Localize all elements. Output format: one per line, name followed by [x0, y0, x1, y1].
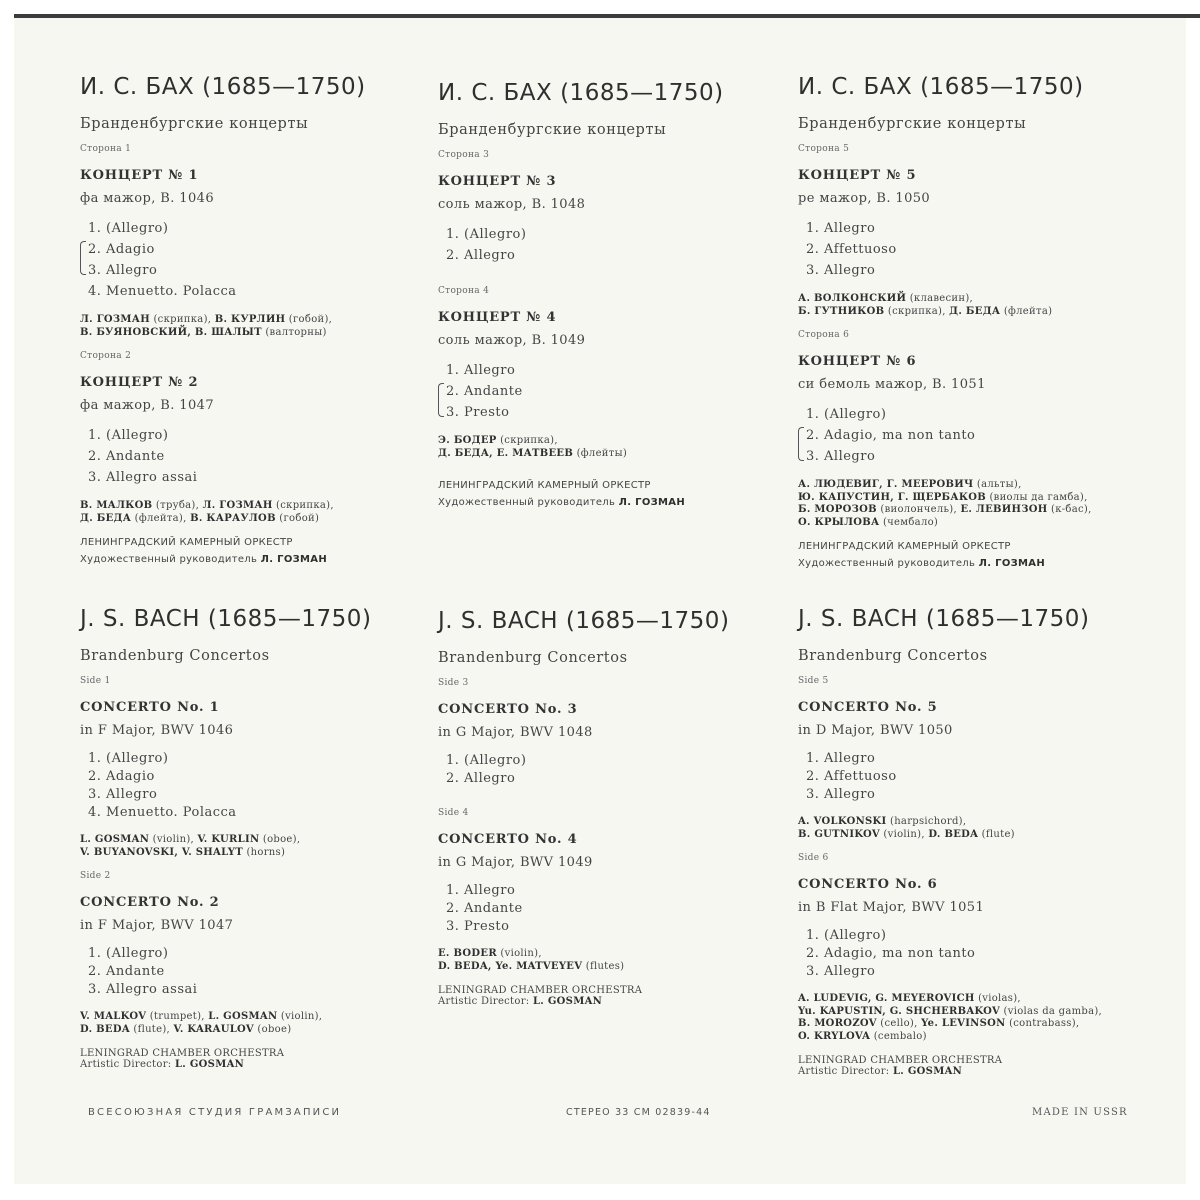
- movement: 1. (Allegro): [806, 407, 887, 422]
- movement: 3. Allegro: [88, 787, 158, 802]
- movement: 2. Allegro: [446, 771, 516, 786]
- performer-role: (флейта): [1000, 305, 1053, 317]
- performer-role: (harpsichord),: [886, 816, 967, 827]
- movement: 3. Allegro: [806, 263, 876, 278]
- orchestra-name: LENINGRAD CHAMBER ORCHESTRA: [438, 985, 643, 996]
- performer-role: (oboe),: [259, 834, 301, 845]
- performers: [80, 1011, 430, 1036]
- concerto-key: in G Major, BWV 1048: [438, 725, 593, 740]
- side-label: Side 6: [798, 853, 829, 863]
- performer-name: Е. ЛЕВИНЗОН: [960, 504, 1048, 515]
- performer-role: (гобой),: [285, 314, 333, 325]
- side-label: Сторона 5: [798, 144, 850, 154]
- performer-role: (contrabass),: [1005, 1018, 1080, 1029]
- director-name: L. GOSMAN: [892, 1066, 963, 1077]
- artistic-director: [798, 558, 1148, 569]
- performer-name: A. VOLKONSKI: [798, 816, 887, 827]
- performer-name: V. BUYANOVSKI, V. SHALYT: [80, 846, 243, 858]
- performer-name: V. KARAULOV: [173, 1023, 254, 1035]
- movement: 1. (Allegro): [88, 428, 169, 443]
- orchestra-name: LENINGRAD CHAMBER ORCHESTRA: [798, 1055, 1003, 1066]
- concerto-key: in F Major, BWV 1046: [80, 723, 234, 738]
- performer-role: (валторны): [261, 326, 327, 338]
- concerto-key: in D Major, BWV 1050: [798, 723, 953, 738]
- movement: 2. Adagio, ma non tanto: [806, 946, 976, 961]
- orchestra-name: ЛЕНИНГРАДСКИЙ КАМЕРНЫЙ ОРКЕСТР: [798, 541, 1011, 552]
- performer-name: Д. БЕДА: [80, 512, 132, 524]
- performers: [798, 293, 1148, 318]
- performers: [438, 435, 788, 460]
- concerto-key: in B Flat Major, BWV 1051: [798, 900, 985, 915]
- side-label: Сторона 1: [80, 144, 132, 154]
- movement: 3. Presto: [446, 919, 510, 934]
- concerto-key: соль мажор, B. 1048: [438, 197, 586, 212]
- movement: 1. Allegro: [806, 751, 876, 766]
- performer-role: (violas),: [974, 993, 1021, 1004]
- concerto-title: КОНЦЕРТ № 5: [798, 168, 917, 183]
- artistic-director: [80, 1059, 430, 1070]
- performer-role: (клавесин),: [906, 293, 974, 304]
- performer-role: (флейты): [573, 447, 628, 459]
- movement: 2. Allegro: [446, 248, 516, 263]
- performer-role: (violin),: [879, 828, 929, 840]
- performer-name: Б. МОРОЗОВ: [798, 504, 877, 515]
- movement: 1. (Allegro): [88, 751, 169, 766]
- concerto-key: ре мажор, B. 1050: [798, 191, 931, 206]
- side-label: Side 5: [798, 676, 829, 686]
- movement: 2. Andante: [88, 964, 165, 979]
- composer-title: J. S. BACH (1685—1750): [438, 608, 730, 634]
- composer-title: И. С. БАХ (1685—1750): [798, 74, 1084, 100]
- country-of-origin: MADE IN USSR: [1032, 1107, 1128, 1118]
- concerto-title: КОНЦЕРТ № 6: [798, 354, 917, 369]
- concerto-title: CONCERTO No. 2: [80, 895, 220, 910]
- artistic-director: [80, 554, 430, 565]
- orchestra-name: ЛЕНИНГРАДСКИЙ КАМЕРНЫЙ ОРКЕСТР: [80, 537, 293, 548]
- performer-name: B. GUTNIKOV: [798, 828, 880, 840]
- director-name: L. GOSMAN: [532, 996, 603, 1007]
- performer-role: (cembalo): [870, 1030, 927, 1042]
- movement-brace: [80, 241, 86, 275]
- movement: 3. Allegro: [806, 964, 876, 979]
- movement-list: [438, 360, 788, 423]
- concerto-key: in F Major, BWV 1047: [80, 918, 234, 933]
- performer-name: A. LUDEVIG, G. MEYEROVICH: [798, 993, 975, 1004]
- work-title: Brandenburg Concertos: [798, 648, 988, 664]
- performer-name: В. КУРЛИН: [214, 314, 286, 325]
- movement: 3. Allegro: [88, 263, 158, 278]
- artistic-director: [798, 1066, 1148, 1077]
- composer-title: J. S. BACH (1685—1750): [798, 606, 1090, 632]
- performer-role: (гобой): [275, 512, 320, 524]
- performers: [80, 834, 430, 859]
- director-name: L. GOSMAN: [174, 1059, 245, 1070]
- work-title: Brandenburg Concertos: [80, 648, 270, 664]
- performers: [438, 948, 788, 973]
- performer-role: (cello),: [876, 1018, 922, 1029]
- performers: [80, 314, 430, 339]
- performer-role: (violin),: [277, 1011, 323, 1022]
- artistic-director: [438, 497, 788, 508]
- movement-brace: [798, 427, 804, 461]
- side-label: Side 3: [438, 678, 469, 688]
- movement: 2. Affettuoso: [806, 769, 897, 784]
- performer-role: (скрипка),: [150, 314, 215, 325]
- performer-name: Б. ГУТНИКОВ: [798, 305, 885, 317]
- performer-name: D. BEDA: [928, 828, 979, 840]
- movement: 2. Adagio: [88, 242, 155, 257]
- director-label: Artistic Director:: [798, 1066, 893, 1077]
- performer-name: D. BEDA, Ye. MATVEYEV: [438, 960, 583, 972]
- performer-role: (виолончель),: [876, 504, 961, 515]
- column-ru-sides-5-6: [798, 74, 1148, 579]
- movement: 3. Allegro assai: [88, 470, 198, 485]
- work-title: Бранденбургские концерты: [798, 116, 1027, 132]
- performer-name: Д. БЕДА: [949, 305, 1001, 317]
- performer-name: А. ВОЛКОНСКИЙ: [798, 293, 907, 304]
- performer-name: В. БУЯНОВСКИЙ, В. ШАЛЫТ: [80, 326, 262, 338]
- director-name: Л. ГОЗМАН: [978, 558, 1045, 569]
- concerto-title: КОНЦЕРТ № 3: [438, 174, 557, 189]
- movement-list: [798, 750, 1148, 804]
- performer-name: В. МАЛКОВ: [80, 500, 153, 511]
- director-label: Artistic Director:: [80, 1059, 175, 1070]
- director-label: Artistic Director:: [438, 996, 533, 1007]
- concerto-title: CONCERTO No. 3: [438, 702, 578, 717]
- performer-role: (violin),: [496, 948, 542, 959]
- concerto-title: CONCERTO No. 6: [798, 877, 938, 892]
- performer-role: (flute): [978, 828, 1015, 840]
- performer-role: (скрипка),: [884, 305, 950, 317]
- concerto-key: соль мажор, B. 1049: [438, 333, 586, 348]
- catalog-number: СТЕРЕО 33 СМ 02839-44: [566, 1107, 711, 1118]
- movement: 1. (Allegro): [88, 946, 169, 961]
- movement: 2. Andante: [88, 449, 165, 464]
- performer-role: (скрипка),: [496, 435, 558, 446]
- movement: 1. Allegro: [446, 883, 516, 898]
- side-label: Сторона 3: [438, 150, 490, 160]
- studio-name: ВСЕСОЮЗНАЯ СТУДИЯ ГРАМЗАПИСИ: [88, 1107, 342, 1118]
- movement-list: [438, 882, 788, 936]
- performer-name: Ye. LEVINSON: [921, 1018, 1006, 1029]
- movement-list: [438, 752, 788, 788]
- performer-name: O. KRYLOVA: [798, 1030, 871, 1042]
- side-label: Сторона 4: [438, 286, 490, 296]
- concerto-title: КОНЦЕРТ № 1: [80, 168, 199, 183]
- concerto-title: CONCERTO No. 4: [438, 832, 578, 847]
- performer-name: Л. ГОЗМАН: [80, 314, 150, 325]
- concerto-title: КОНЦЕРТ № 4: [438, 310, 557, 325]
- concerto-title: CONCERTO No. 1: [80, 700, 220, 715]
- performer-role: (к-бас),: [1047, 504, 1092, 515]
- performer-role: (чембало): [879, 516, 939, 528]
- movement-list: [798, 404, 1148, 467]
- work-title: Brandenburg Concertos: [438, 650, 628, 666]
- performer-name: L. GOSMAN: [208, 1011, 278, 1022]
- movement: 2. Adagio: [88, 769, 155, 784]
- column-en-sides-1-2: [80, 606, 430, 1080]
- performers: [798, 993, 1148, 1043]
- movement: 4. Menuetto. Polacca: [88, 284, 237, 299]
- performers: [80, 500, 430, 525]
- performer-role: (horns): [242, 846, 286, 858]
- movement: 1. Allegro: [806, 221, 876, 236]
- director-name: Л. ГОЗМАН: [618, 497, 685, 508]
- movement: 2. Andante: [446, 901, 523, 916]
- movement: 2. Andante: [446, 384, 523, 399]
- column-ru-sides-1-2: [80, 74, 430, 575]
- performer-role: (виолы да гамба),: [985, 491, 1088, 503]
- side-label: Side 2: [80, 871, 111, 881]
- movement: 1. (Allegro): [806, 928, 887, 943]
- performer-role: (труба),: [152, 500, 203, 511]
- column-en-sides-5-6: [798, 606, 1148, 1087]
- work-title: Бранденбургские концерты: [438, 122, 667, 138]
- orchestra-name: LENINGRAD CHAMBER ORCHESTRA: [80, 1048, 285, 1059]
- artistic-director: [438, 996, 788, 1007]
- performer-name: Ю. КАПУСТИН, Г. ЩЕРБАКОВ: [798, 491, 986, 503]
- director-name: Л. ГОЗМАН: [260, 554, 327, 565]
- movement: 2. Affettuoso: [806, 242, 897, 257]
- performers: [798, 479, 1148, 529]
- movement-list: [798, 927, 1148, 981]
- performer-role: (violin),: [149, 834, 198, 845]
- movement-list: [798, 218, 1148, 281]
- movement-list: [80, 750, 430, 822]
- side-label: Side 1: [80, 676, 111, 686]
- performer-name: B. MOROZOV: [798, 1018, 877, 1029]
- performer-role: (trumpet),: [146, 1011, 209, 1022]
- movement-list: [438, 224, 788, 266]
- director-label: Художественный руководитель: [80, 554, 261, 565]
- performer-name: L. GOSMAN: [80, 834, 150, 845]
- work-title: Бранденбургские концерты: [80, 116, 309, 132]
- concerto-key: фа мажор, B. 1047: [80, 398, 214, 413]
- performer-name: E. BODER: [438, 948, 497, 959]
- movement: 2. Adagio, ma non tanto: [806, 428, 976, 443]
- performer-name: Д. БЕДА, Е. МАТВЕЕВ: [438, 447, 574, 459]
- movement-list: [80, 218, 430, 302]
- composer-title: J. S. BACH (1685—1750): [80, 606, 372, 632]
- director-label: Художественный руководитель: [798, 558, 979, 569]
- performer-name: Э. БОДЕР: [438, 435, 497, 446]
- scan-edge-left: [0, 14, 14, 1200]
- side-label: Side 4: [438, 808, 469, 818]
- movement-brace: [438, 383, 444, 417]
- performer-role: (альты),: [973, 479, 1022, 490]
- performer-role: (flutes): [582, 960, 625, 972]
- concerto-title: CONCERTO No. 5: [798, 700, 938, 715]
- record-sleeve-back: [14, 18, 1186, 1184]
- movement: 3. Allegro: [806, 787, 876, 802]
- performer-role: (violas da gamba),: [1000, 1005, 1103, 1017]
- concerto-key: фа мажор, B. 1046: [80, 191, 214, 206]
- movement-list: [80, 425, 430, 488]
- concerto-title: КОНЦЕРТ № 2: [80, 375, 199, 390]
- side-label: Сторона 6: [798, 330, 850, 340]
- composer-title: И. С. БАХ (1685—1750): [80, 74, 366, 100]
- movement-list: [80, 945, 430, 999]
- performer-role: (флейта),: [131, 512, 191, 524]
- performer-name: D. BEDA: [80, 1023, 130, 1035]
- movement: 3. Allegro assai: [88, 982, 198, 997]
- column-en-sides-3-4: [438, 608, 788, 1017]
- director-label: Художественный руководитель: [438, 497, 619, 508]
- concerto-key: in G Major, BWV 1049: [438, 855, 593, 870]
- composer-title: И. С. БАХ (1685—1750): [438, 80, 724, 106]
- performer-role: (скрипка),: [272, 500, 334, 511]
- movement: 4. Menuetto. Polacca: [88, 805, 237, 820]
- performer-name: А. ЛЮДЕВИГ, Г. МЕЕРОВИЧ: [798, 479, 974, 490]
- performer-name: V. MALKOV: [80, 1011, 147, 1022]
- performer-name: Yu. KAPUSTIN, G. SHCHERBAKOV: [798, 1005, 1001, 1017]
- movement: 3. Allegro: [806, 449, 876, 464]
- performer-name: О. КРЫЛОВА: [798, 516, 880, 528]
- performer-name: V. KURLIN: [197, 834, 260, 845]
- movement: 1. (Allegro): [446, 753, 527, 768]
- movement: 3. Presto: [446, 405, 510, 420]
- movement: 1. (Allegro): [88, 221, 169, 236]
- performer-name: В. КАРАУЛОВ: [190, 512, 276, 524]
- movement: 1. Allegro: [446, 363, 516, 378]
- movement: 1. (Allegro): [446, 227, 527, 242]
- performer-name: Л. ГОЗМАН: [202, 500, 273, 511]
- performers: [798, 816, 1148, 841]
- column-ru-sides-3-4: [438, 80, 788, 518]
- performer-role: (flute),: [129, 1023, 174, 1035]
- orchestra-name: ЛЕНИНГРАДСКИЙ КАМЕРНЫЙ ОРКЕСТР: [438, 480, 651, 491]
- concerto-key: си бемоль мажор, B. 1051: [798, 377, 986, 392]
- side-label: Сторона 2: [80, 351, 132, 361]
- performer-role: (oboe): [253, 1023, 292, 1035]
